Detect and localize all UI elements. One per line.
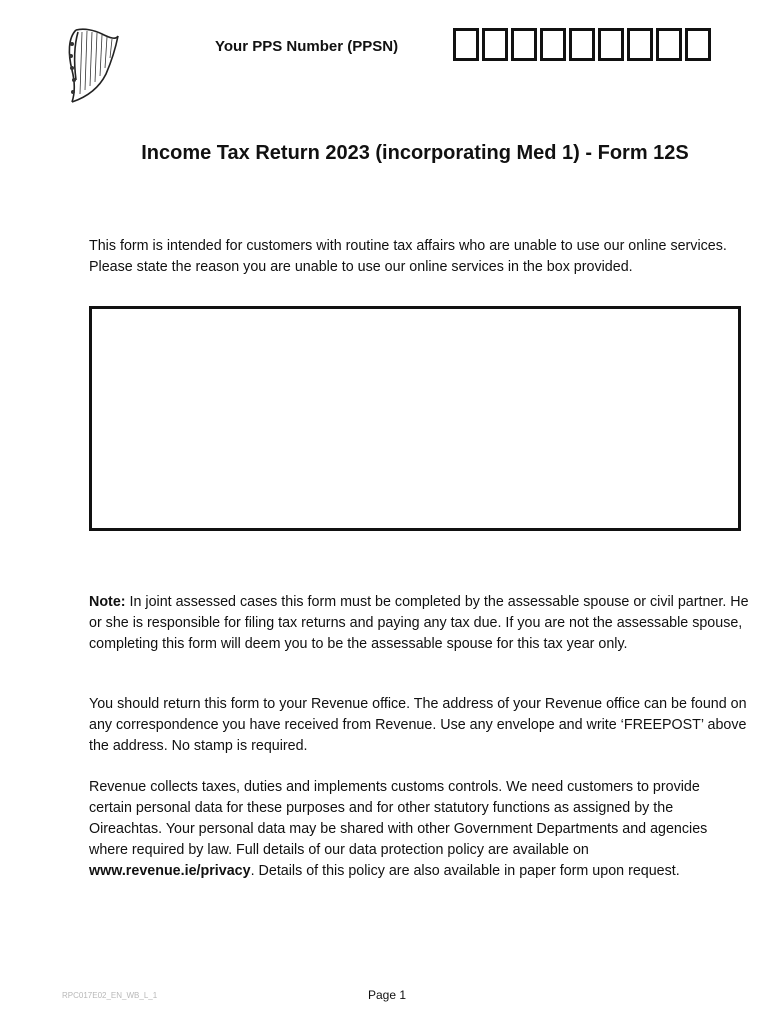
harp-emblem-icon <box>62 24 120 106</box>
ppsn-digit-box[interactable] <box>540 28 566 61</box>
privacy-paragraph <box>89 777 719 882</box>
ppsn-label: Your PPS Number (PPSN) <box>215 38 399 55</box>
note-paragraph <box>89 592 749 655</box>
reason-input-box[interactable] <box>89 306 741 531</box>
privacy-text-end: . Details of this policy are also available in paper form upon request. <box>250 863 680 879</box>
intro-text: This form is intended for customers with routine tax affairs who are unable to use our online services. Please state the reason you are unable to use our online services in the box provided. <box>89 238 727 275</box>
ppsn-digit-box[interactable] <box>685 28 711 61</box>
ppsn-digit-box[interactable] <box>482 28 508 61</box>
ppsn-digit-box[interactable] <box>627 28 653 61</box>
ppsn-digit-box[interactable] <box>598 28 624 61</box>
ppsn-digit-box[interactable] <box>656 28 682 61</box>
ppsn-input-group[interactable] <box>453 28 714 61</box>
page-number: Page 1 <box>368 988 407 1002</box>
privacy-link[interactable]: www.revenue.ie/privacy <box>89 863 251 879</box>
ppsn-digit-box[interactable] <box>569 28 595 61</box>
ppsn-digit-box[interactable] <box>511 28 537 61</box>
note-text: In joint assessed cases this form must be completed by the assessable spouse or civil partner. He or she is responsible for filing tax returns and paying any tax due. If you are not the assessable spouse, completing this form will deem you to be the assessable spouse for this tax year only. <box>89 594 749 652</box>
page-title: Income Tax Return 2023 (incorporating Med 1) - Form 12S <box>141 142 689 164</box>
form-code: RPC017E02_EN_WB_L_1 <box>62 991 158 1000</box>
note-label: Note: <box>89 594 126 610</box>
privacy-text: Revenue collects taxes, duties and implements customs controls. We need customers to provide certain personal data for these purposes and for other statutory functions as assigned by the Oireachtas. Your personal data may be shared with other Government Departments and agencies where required by law. Full details of our data protection policy are available on <box>89 779 708 858</box>
return-paragraph: You should return this form to your Revenue office. The address of your Revenue office can be found on any correspondence you have received from Revenue. Use any envelope and write ‘FREEPOST’ above the address. No stamp is required. <box>89 696 747 754</box>
ppsn-digit-box[interactable] <box>453 28 479 61</box>
